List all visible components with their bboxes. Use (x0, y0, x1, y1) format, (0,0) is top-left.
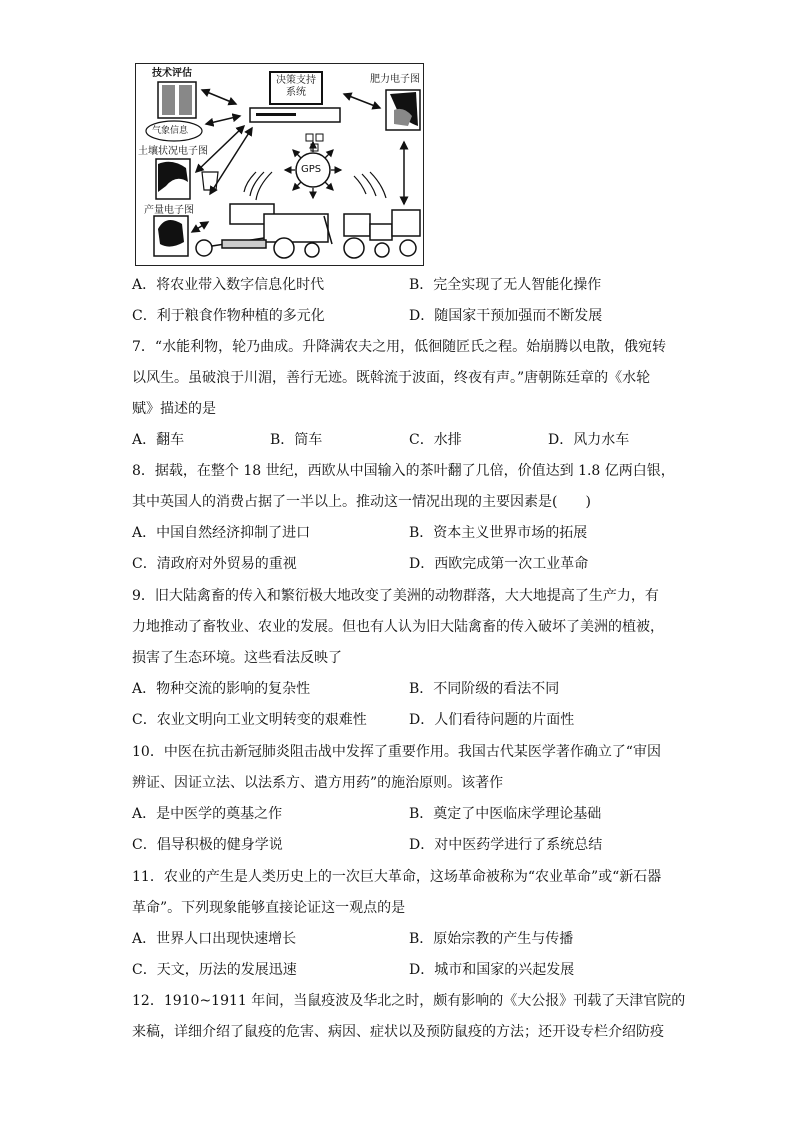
label-decision-support: 决策支持系统 (276, 75, 316, 98)
label-weather-info: 气象信息 (152, 126, 189, 136)
label-tech-assessment: 技术评估 (152, 68, 192, 79)
disk-icons (306, 134, 323, 151)
q8-option-d: D．西欧完成第一次工业革命 (409, 556, 589, 572)
fertilizer-map-icon (386, 90, 420, 130)
q10-option-b: B．奠定了中医临床学理论基础 (409, 806, 602, 822)
q10-stem-line-2: 辨证、因证立法、以法系方、遣方用药”的施治原则。该著作 (132, 775, 504, 791)
q8-option-a: A．中国自然经济抑制了进口 (132, 525, 311, 541)
label-gps: GPS (301, 164, 322, 175)
q7-option-c: C．水排 (409, 432, 462, 448)
q9-option-c: C．农业文明向工业文明转变的艰难性 (132, 712, 367, 728)
q11-stem-line-1: 11．农业的产生是人类历史上的一次巨大革命，这场革命被称为“农业革命”或“新石器 (132, 869, 662, 885)
q10-option-a: A．是中医学的奠基之作 (132, 806, 283, 822)
q6-option-b: B．完全实现了无人智能化操作 (409, 277, 602, 293)
q7-stem-line-1: 7．“水能利物，轮乃曲成。升降满农夫之用，低徊随匠氏之程。始崩腾以电散，俄宛转 (132, 339, 667, 355)
q11-stem-line-2: 革命”。下列现象能够直接论证这一观点的是 (132, 900, 406, 916)
q10-option-c: C．倡导积极的健身学说 (132, 837, 283, 853)
q9-option-d: D．人们看待问题的片面性 (409, 712, 575, 728)
q11-option-a: A．世界人口出现快速增长 (132, 931, 297, 947)
q8-option-c: C．清政府对外贸易的重视 (132, 556, 297, 572)
q8-option-b: B．资本主义世界市场的拓展 (409, 525, 588, 541)
label-fertilizer-map: 肥力电子图 (370, 74, 420, 85)
q7-stem-line-2: 以风生。虽破浪于川湄，善行无迹。既斡流于波面，终夜有声。”唐朝陈廷章的《水轮 (132, 370, 651, 386)
q9-option-a: A．物种交流的影响的复杂性 (132, 681, 311, 697)
tractor-icon (344, 210, 420, 258)
q12-stem-line-1: 12．1910~1911 年间，当鼠疫波及华北之时，颇有影响的《大公报》刊载了天津官院的 (132, 993, 686, 1009)
harvester-icon (196, 204, 332, 258)
q7-option-b: B．筒车 (270, 432, 323, 448)
precision-agriculture-diagram (135, 63, 424, 266)
q11-option-d: D．城市和国家的兴起发展 (409, 962, 575, 978)
yield-map-icon (154, 216, 188, 256)
soil-map-icon (156, 159, 190, 199)
q11-option-c: C．天文，历法的发展迅速 (132, 962, 297, 978)
book-icon (158, 82, 196, 118)
q9-stem-line-1: 9．旧大陆禽畜的传入和繁衍极大地改变了美洲的动物群落，大大地提高了生产力，有 (132, 588, 659, 604)
soil-probe-icon (202, 172, 218, 190)
q9-stem-line-2: 力地推动了畜牧业、农业的发展。但也有人认为旧大陆禽畜的传入破坏了美洲的植被， (132, 619, 664, 635)
q8-stem-line-1: 8．据载，在整个 18 世纪，西欧从中国输入的茶叶翻了几倍，价值达到 1.8 亿两白银， (132, 463, 675, 479)
q8-stem-line-2: 其中英国人的消费占据了一半以上。推动这一情况出现的主要因素是( ) (132, 494, 591, 510)
label-soil-map: 土壤状况电子图 (138, 146, 208, 157)
q7-option-a: A．翻车 (132, 432, 185, 448)
q10-stem-line-1: 10．中医在抗击新冠肺炎阻击战中发挥了重要作用。我国古代某医学著作确立了“审因 (132, 744, 661, 760)
q7-stem-line-3: 赋》描述的是 (132, 401, 216, 417)
q9-option-b: B．不同阶级的看法不同 (409, 681, 560, 697)
label-yield-map: 产量电子图 (144, 205, 194, 216)
q12-stem-line-2: 来稿，详细介绍了鼠疫的危害、病因、症状以及预防鼠疫的方法；还开设专栏介绍防疫 (132, 1024, 664, 1040)
q11-option-b: B．原始宗教的产生与传播 (409, 931, 574, 947)
q9-stem-line-3: 损害了生态环境。这些看法反映了 (132, 650, 342, 666)
q6-option-c: C．利于粮食作物种植的多元化 (132, 308, 325, 324)
q7-option-d: D．风力水车 (548, 432, 630, 448)
q6-option-a: A．将农业带入数字信息化时代 (132, 277, 325, 293)
q10-option-d: D．对中医药学进行了系统总结 (409, 837, 603, 853)
q6-option-d: D．随国家干预加强而不断发展 (409, 308, 603, 324)
